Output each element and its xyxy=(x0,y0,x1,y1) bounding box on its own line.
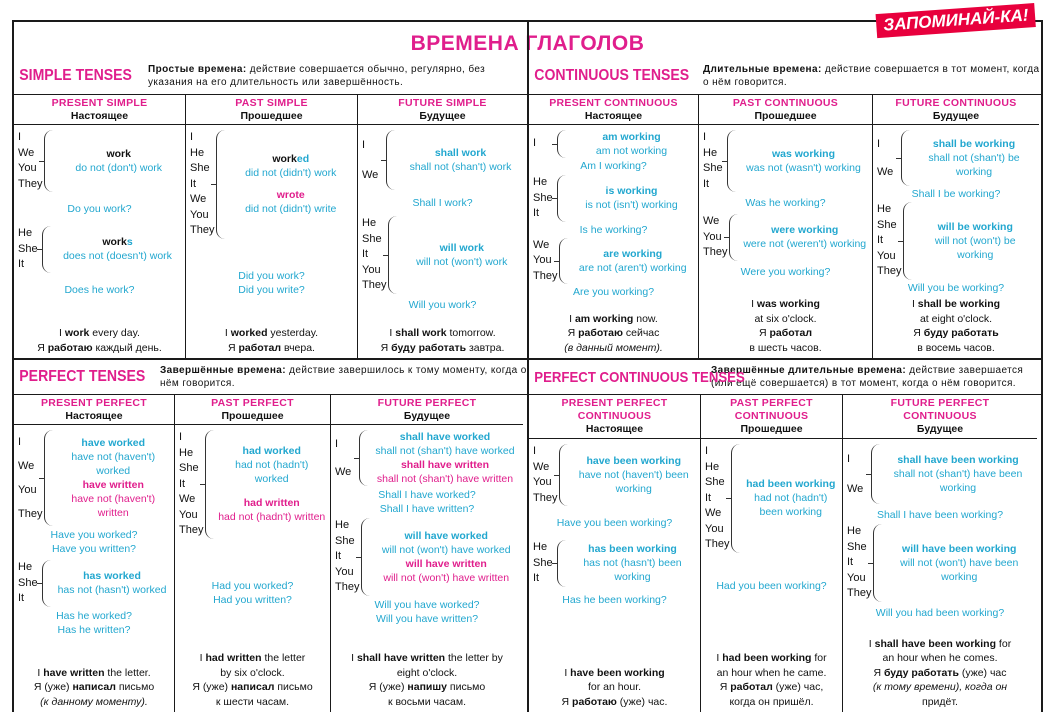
brace-icon xyxy=(557,175,566,222)
section-description: Простые времена: действие совершается обычно, регулярно, без указания на его длительность или завершённость. xyxy=(148,64,486,88)
present-perfect-column: PRESENT PERFECT Настоящее I We You They have worked have not (haven't) worked have written have not (haven't) written Have you worked? Have you written? He She It has worked has not (hasn't) worked Has he worked? Has he written? I have written the letter. Я (уже) написал письмо (к данному моменту). xyxy=(14,395,175,712)
pronoun-list: I We You They xyxy=(18,131,43,190)
example-sentence: I have written the letter. Я (уже) написал письмо (к данному моменту). xyxy=(33,666,155,708)
section-title: PERFECT TENSES xyxy=(19,368,146,385)
brace-icon xyxy=(205,430,214,539)
section-description: Длительные времена: действие совершается в тот момент, когда о нём говорится. xyxy=(703,64,1040,88)
example-sentence: I was working at six o'clock. Я работал в шесть часов. xyxy=(749,298,822,354)
brace-icon xyxy=(361,518,370,596)
continuous-tenses-section xyxy=(529,58,1041,358)
brace-icon xyxy=(216,130,225,239)
brace-icon xyxy=(873,524,882,602)
past-perfect-continuous-column: PAST PERFECT CONTINUOUS Прошедшее I He She It We You They had been working had not (hadn't) been working Had you been working? I had been working for an hour when he came. Я работал (уже) час, когда он пришёл. xyxy=(701,395,843,712)
future-continuous-column: FUTURE CONTINUOUS Будущее I We shall be working shall not (shan't) be working Shall I be working? He She It You They will be working will not (won't) be working Will you be working? I shall be working at eight o'clock. Я буду работать в восемь часов. xyxy=(873,95,1039,358)
brace-icon xyxy=(731,444,740,553)
brace-icon xyxy=(871,444,880,504)
page-title: ВРЕМЕНА ГЛАГОЛОВ xyxy=(410,32,645,55)
brace-icon xyxy=(557,540,566,587)
perfect-tenses-section xyxy=(14,360,527,712)
present-simple-column: PRESENT SIMPLE Настоящее I We You They work do not (don't) work Do you work? He She It works does not (doesn't) work Does he work? I work every day. Я работаю каждый день. xyxy=(14,95,186,358)
brace-icon xyxy=(388,216,397,294)
past-perfect-column: PAST PERFECT Прошедшее I He She It We You They had worked had not (hadn't) worked had written had not (hadn't) written Had you worked? Had you written? I had written the letter by six o'clock. Я (уже) написал письмо к шести часам. xyxy=(175,395,331,712)
present-continuous-column: PRESENT CONTINUOUS Настоящее I am working am not working Am I working? He She It is working is not (isn't) working Is he working? We You They are working are not (aren't) working Are you working? I am working now. Я работаю сейчас (в данный момент). xyxy=(529,95,699,358)
brace-icon xyxy=(559,238,568,285)
future-perfect-continuous-column: FUTURE PERFECT CONTINUOUS Будущее I We shall have been working shall not (shan't) have been working Shall I have been working? He She It You They will have been working will not (won't) have been working Will you had been working? I shall have been working for an hour when he comes. Я буду работать (уже) час (к тому времени), когда он придёт. xyxy=(843,395,1037,712)
brand-logo: ЗАПОМИНАЙ-КА! xyxy=(875,3,1036,38)
example-sentence: I shall have written the letter by eight o'clock. Я (уже) напишу письмо к восьми часам. xyxy=(351,652,503,708)
brace-icon xyxy=(559,444,568,506)
example-sentence: I have been working for an hour. Я работаю (уже) час. xyxy=(561,666,668,708)
example-sentence: I work every day. Я работаю каждый день. xyxy=(37,327,162,354)
simple-tenses-section xyxy=(14,58,527,358)
example-sentence: I shall work tomorrow. Я буду работать завтра. xyxy=(380,327,505,354)
brace-icon xyxy=(359,430,368,486)
example-sentence: I shall be working at eight o'clock. Я буду работать в восемь часов. xyxy=(911,298,1001,354)
example-sentence: I had been working for an hour when he came. Я работал (уже) час, когда он пришёл. xyxy=(716,652,827,708)
example-sentence: I am working now. Я работаю сейчас (в данный момент). xyxy=(564,312,663,354)
future-simple-column: FUTURE SIMPLE Будущее I We shall work shall not (shan't) work Shall I work? He She It You They will work will not (won't) work Will you work? I shall work tomorrow. Я буду работать завтра. xyxy=(358,95,527,358)
brace-icon xyxy=(44,130,53,192)
section-description: Завершённые времена: действие завершилось к тому моменту, когда о нём говорится. xyxy=(160,365,527,389)
past-simple-column: PAST SIMPLE Прошедшее I He She It We You They worked did not (didn't) work wrote did not (didn't) write Did you work? Did you write? I worked yesterday. Я работал вчера. xyxy=(186,95,358,358)
future-perfect-column: FUTURE PERFECT Будущее I We shall have worked shall not (shan't) have worked shall have written shall not (shan't) have written Shall I have worked? Shall I have written? He She It You They will have worked will not (won't) have worked will have written will not (won't) have written Will you have worked? Will you have written? I shall have written the letter by eight o'clock. Я (уже) напишу письмо к восьми часам. xyxy=(331,395,523,712)
brace-icon xyxy=(903,202,912,280)
brace-icon xyxy=(42,226,51,273)
brace-icon xyxy=(727,130,736,192)
brace-icon xyxy=(386,130,395,190)
past-continuous-column: PAST CONTINUOUS Прошедшее I He She It was working was not (wasn't) working Was he working? We You They were working were not (weren't) working Were you working? I was working at six o'clock. Я работал в шесть часов. xyxy=(699,95,873,358)
brace-icon xyxy=(42,560,51,607)
poster-frame xyxy=(12,20,1043,712)
section-title: PERFECT CONTINUOUS TENSES xyxy=(534,368,745,386)
example-sentence: I worked yesterday. Я работал вчера. xyxy=(224,327,319,354)
section-title: CONTINUOUS TENSES xyxy=(534,67,690,84)
section-description: Завершённые длительные времена: действие завершается (или ещё совершается) в тот момент, когда о нём говорится. xyxy=(711,365,1024,389)
brace-icon xyxy=(901,130,910,186)
brace-icon xyxy=(729,214,738,261)
example-sentence: I had written the letter by six o'clock. Я (уже) написал письмо к шести часам. xyxy=(192,652,313,708)
brace-icon xyxy=(44,430,53,526)
perfect-continuous-tenses-section xyxy=(529,360,1041,712)
example-sentence: I shall have been working for an hour when he comes. Я буду работать (уже) час (к тому времени), когда он придёт. xyxy=(868,637,1012,708)
present-perfect-continuous-column: PRESENT PERFECT CONTINUOUS Настоящее I We You They have been working have not (haven't) been working Have you been working? He She It has been working has not (hasn't) been working Has he been working? I have been working for an hour. Я работаю (уже) час. xyxy=(529,395,701,712)
brace-icon xyxy=(557,130,566,158)
section-title: SIMPLE TENSES xyxy=(19,67,132,84)
